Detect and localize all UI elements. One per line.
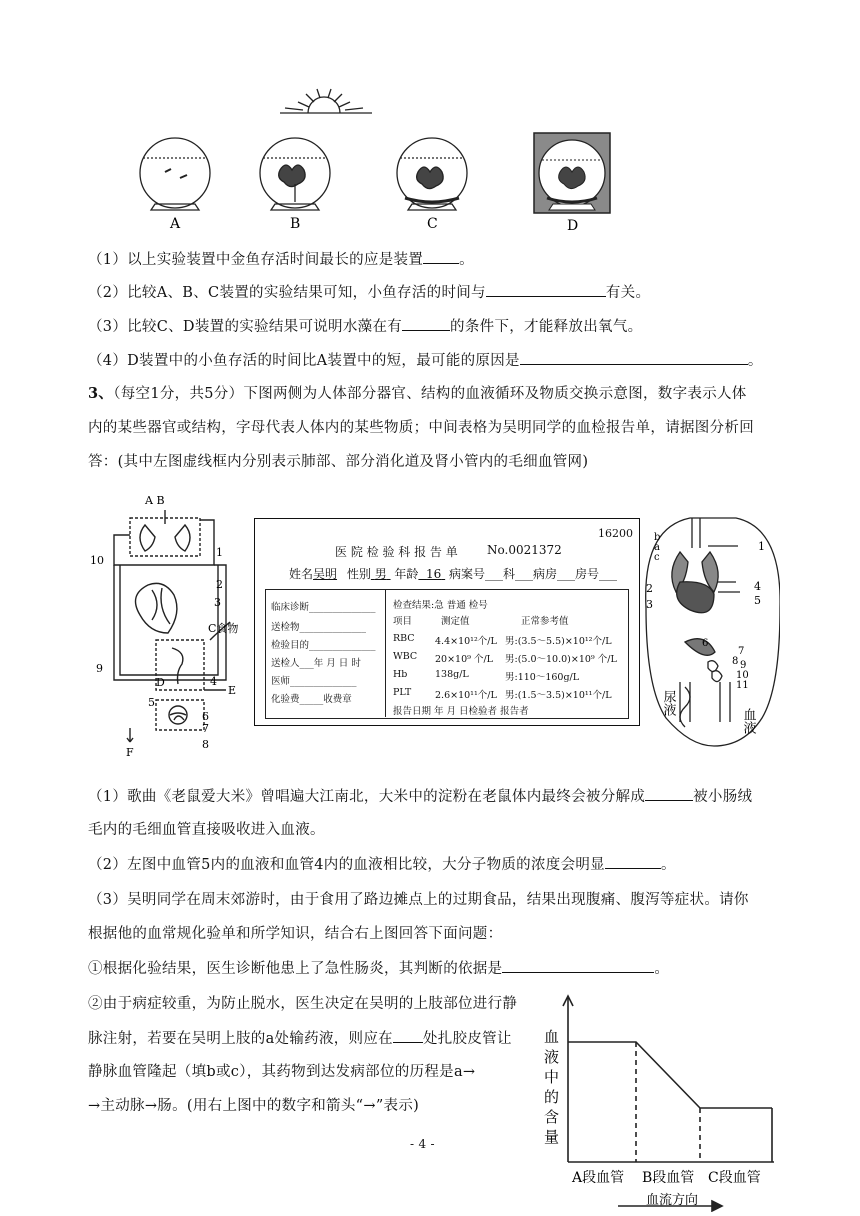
left-num-10: 10: [90, 554, 104, 567]
right-num-1: 1: [758, 540, 765, 553]
left-circulation-diagram: [90, 490, 250, 758]
right-letter-b: b: [654, 532, 661, 543]
q3-sub-3-2-line1: ②由于病症较重，为防止脱水，医生决定在吴明的上肢部位进行静: [88, 996, 518, 1012]
q3-sub-3-2-line4: →主动脉→肠。(用右上图中的数字和箭头“→”表示): [88, 1098, 420, 1114]
chart-ylabel-char-5: 含: [544, 1108, 560, 1126]
report-patient-info: 姓名吴明 性别 男 年龄 16 病案号___科___病房___房号___: [289, 567, 618, 581]
report-number: No.0021372: [487, 543, 562, 557]
left-letter-f: F: [126, 746, 134, 758]
question-3-intro-line2: 内的某些器官或结构，字母代表人体内的某些物质；中间表格为吴明同学的血检报告单，请据图分析回: [88, 420, 754, 436]
page-number: - 4 -: [410, 1137, 435, 1151]
report-row-plt-value: 2.6×10¹¹个/L: [435, 690, 497, 701]
report-row-hb-ref: 男:110～160g/L: [505, 672, 580, 683]
left-num-5: 5: [148, 696, 155, 709]
label-d: D: [567, 218, 579, 234]
chart-ylabel-char-3: 中: [544, 1068, 560, 1086]
report-row-wbc-item: WBC: [393, 651, 418, 662]
q3-sub-2: （2）左图中血管5内的血液和血管4内的血液相比较，大分子物质的浓度会明显 。: [88, 854, 676, 875]
question-3-intro-line1: 3、（每空1分，共5分）下图两侧为人体部分器官、结构的血液循环及物质交换示意图，数字表示人体: [88, 385, 747, 402]
label-b: B: [290, 216, 301, 232]
right-letter-a: a: [654, 542, 660, 553]
report-left-row-5: 医师______________: [271, 676, 357, 687]
chart-ylabel-char-4: 的: [544, 1088, 560, 1106]
sun-icon: [280, 89, 372, 113]
right-letter-c: c: [654, 552, 660, 563]
chart-ylabel-char-2: 液: [544, 1048, 560, 1066]
report-row-hb-value: 138g/L: [435, 669, 469, 680]
right-num-9: 9: [740, 660, 747, 671]
right-num-2: 2: [646, 582, 653, 595]
right-body-circulation-diagram: [640, 512, 780, 750]
chart-flow-arrow: [712, 1201, 722, 1211]
chart-category-c: C段血管: [708, 1170, 761, 1186]
report-col-ref: 正常参考值: [521, 616, 569, 627]
chart-ylabel-char-6: 量: [544, 1128, 560, 1146]
report-title: 医 院 检 验 科 报 告 单: [335, 545, 458, 559]
report-row-wbc-value: 20×10⁹ 个/L: [435, 654, 493, 665]
report-left-row-1: 临床诊断______________: [271, 602, 376, 613]
report-row-rbc-value: 4.4×10¹²个/L: [435, 636, 497, 647]
left-num-3: 3: [214, 596, 221, 609]
q3-sub-3-line2: 根据他的血常规化验单和所学知识，结合右上图回答下面问题：: [88, 926, 503, 942]
left-num-7: 7: [202, 722, 209, 735]
right-num-10: 10: [736, 670, 749, 681]
bowl-a: [140, 138, 210, 210]
question-2-2: （2）比较A、B、C装置的实验结果可知，小鱼存活的时间与 有关。: [88, 282, 650, 303]
bowl-d-dark-box: [534, 133, 610, 213]
question-2-3: （3）比较C、D装置的实验结果可说明水藻在有 的条件下，才能释放出氧气。: [88, 316, 642, 337]
report-row-plt-ref: 男:(1.5～3.5)×10¹¹个/L: [505, 690, 612, 701]
report-corner-number: 16200: [598, 527, 633, 540]
report-left-row-6: 化验费_____收费章: [271, 694, 352, 705]
report-col-item: 项目: [393, 616, 413, 627]
left-num-2: 2: [216, 578, 223, 591]
left-num-8: 8: [202, 738, 209, 751]
right-num-8: 8: [732, 656, 739, 667]
report-row-wbc-ref: 男:(5.0～10.0)×10⁹ 个/L: [505, 654, 617, 665]
report-left-row-3: 检验目的______________: [271, 640, 376, 651]
chart-xlabel: 血流方向: [646, 1193, 699, 1208]
q3-sub-1-line1: （1）歌曲《老鼠爱大米》曾唱遍大江南北，大米中的淀粉在老鼠体内最终会被分解成 被小肠绒: [88, 786, 752, 807]
aquarium-figure: [120, 80, 620, 240]
report-footer: 报告日期 年 月 日检验者 报告者: [393, 706, 529, 717]
report-col-value: 测定值: [441, 616, 470, 627]
bowl-c: [397, 138, 467, 210]
question-2-4: （4）D装置中的小鱼存活的时间比A装置中的短，最可能的原因是 。: [88, 350, 763, 371]
report-row-rbc-item: RBC: [393, 633, 415, 644]
right-num-7: 7: [738, 646, 745, 657]
left-letter-d: D: [156, 676, 165, 689]
report-left-row-2: 送检物______________: [271, 622, 367, 633]
chart-ylabel-char-1: 血: [544, 1028, 560, 1046]
right-num-11: 11: [736, 680, 749, 691]
right-num-5: 5: [754, 594, 761, 607]
right-blood-label: 血液: [740, 708, 756, 734]
right-num-4: 4: [754, 580, 761, 593]
left-top-label: A B: [145, 494, 165, 507]
label-c: C: [427, 216, 438, 232]
left-num-1: 1: [216, 546, 223, 559]
report-result-head: 检查结果:急 普通 检号: [393, 600, 488, 611]
report-left-row-4: 送检人___年 月 日 时: [271, 658, 361, 669]
bowl-b: [260, 138, 330, 210]
chart-category-b: B段血管: [642, 1170, 695, 1186]
question-3-intro-line3: 答：(其中左图虚线框内分别表示肺部、部分消化道及肾小管内的毛细血管网): [88, 454, 589, 470]
q3-sub-1-line2: 毛内的毛细血管直接吸收进入血液。: [88, 822, 325, 838]
left-num-6: 6: [202, 710, 209, 723]
q3-sub-3-2-line3: 静脉血管隆起（填b或c），其药物到达发病部位的历程是a→: [88, 1064, 476, 1080]
q3-sub-3-2-line2: 脉注射，若要在吴明上肢的a处输药液，则应在 处扎胶皮管让: [88, 1028, 512, 1049]
right-num-6: 6: [702, 638, 709, 649]
q3-sub-3-1: ①根据化验结果，医生诊断他患上了急性肠炎，其判断的依据是 。: [88, 958, 669, 979]
right-num-3: 3: [646, 598, 653, 611]
left-letter-c: C食物: [208, 622, 239, 635]
right-urine-label: 尿液: [660, 690, 676, 716]
question-2-1: （1）以上实验装置中金鱼存活时间最长的应是装置 。: [88, 249, 474, 270]
blood-content-chart: [538, 990, 798, 1212]
left-num-4: 4: [210, 675, 217, 688]
blood-test-report: [254, 518, 640, 726]
q3-sub-3-line1: （3）吴明同学在周末郊游时，由于食用了路边摊点上的过期食品，结果出现腹痛、腹泻等症状。请你: [88, 892, 749, 908]
left-num-9: 9: [96, 662, 103, 675]
label-a: A: [170, 216, 181, 232]
chart-category-a: A段血管: [572, 1170, 625, 1186]
report-row-plt-item: PLT: [393, 687, 412, 698]
left-letter-e: E: [228, 684, 237, 697]
report-row-hb-item: Hb: [393, 669, 408, 680]
chart-series-line: [568, 1042, 772, 1108]
report-row-rbc-ref: 男:(3.5～5.5)×10¹²个/L: [505, 636, 612, 647]
